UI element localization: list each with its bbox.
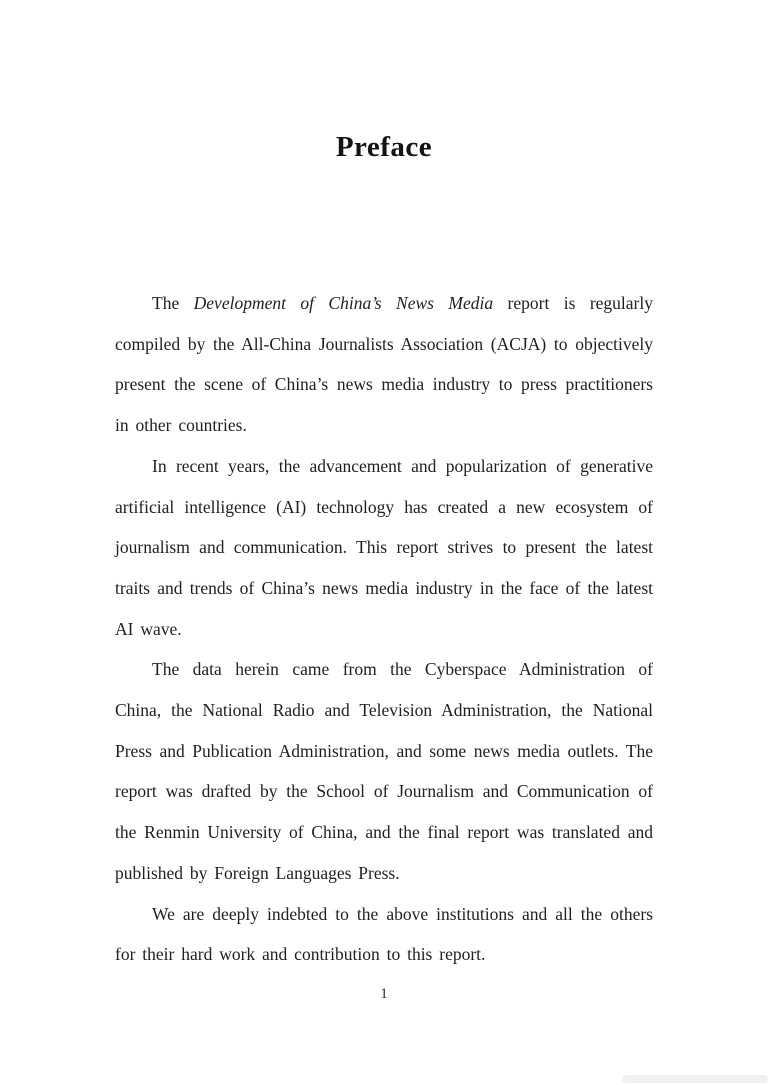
paragraph-2-text: In recent years, the advancement and popularization of generative artificial intelligence (AI) technology has created a new ecosystem of journalism and communication. This report strives to present the latest traits and trends of China’s news media industry in the face of the latest AI wave. (115, 455, 653, 639)
paragraph-3 (115, 649, 653, 893)
page-title: Preface (335, 131, 433, 163)
report-title-italic: Development of China’s News Media (193, 293, 494, 313)
paragraph-1-text: The (152, 293, 194, 313)
page-number: 1 (380, 986, 388, 1002)
paragraph-1-text-cont: report is regularly compiled by the All-China Journalists Association (ACJA) to objectively present the scene of China’s news media industry to press practitioners in other countries. (115, 293, 653, 436)
paragraph-4 (115, 894, 653, 975)
bottom-right-overlay-bar (622, 1075, 768, 1083)
paragraph-2 (115, 446, 653, 650)
preface-body (115, 283, 653, 975)
paragraph-4-text: We are deeply indebted to the above institutions and all the others for their hard work and contribution to this report. (115, 903, 653, 965)
paragraph-1 (115, 283, 653, 446)
paragraph-3-text: The data herein came from the Cyberspace Administration of China, the National Radio and Television Administration, the National Press and Publication Administration, and some news media outlets. The report was drafted by the School of Journalism and Communication of the Renmin University of China, and the final report was translated and published by Foreign Languages Press. (115, 659, 653, 883)
